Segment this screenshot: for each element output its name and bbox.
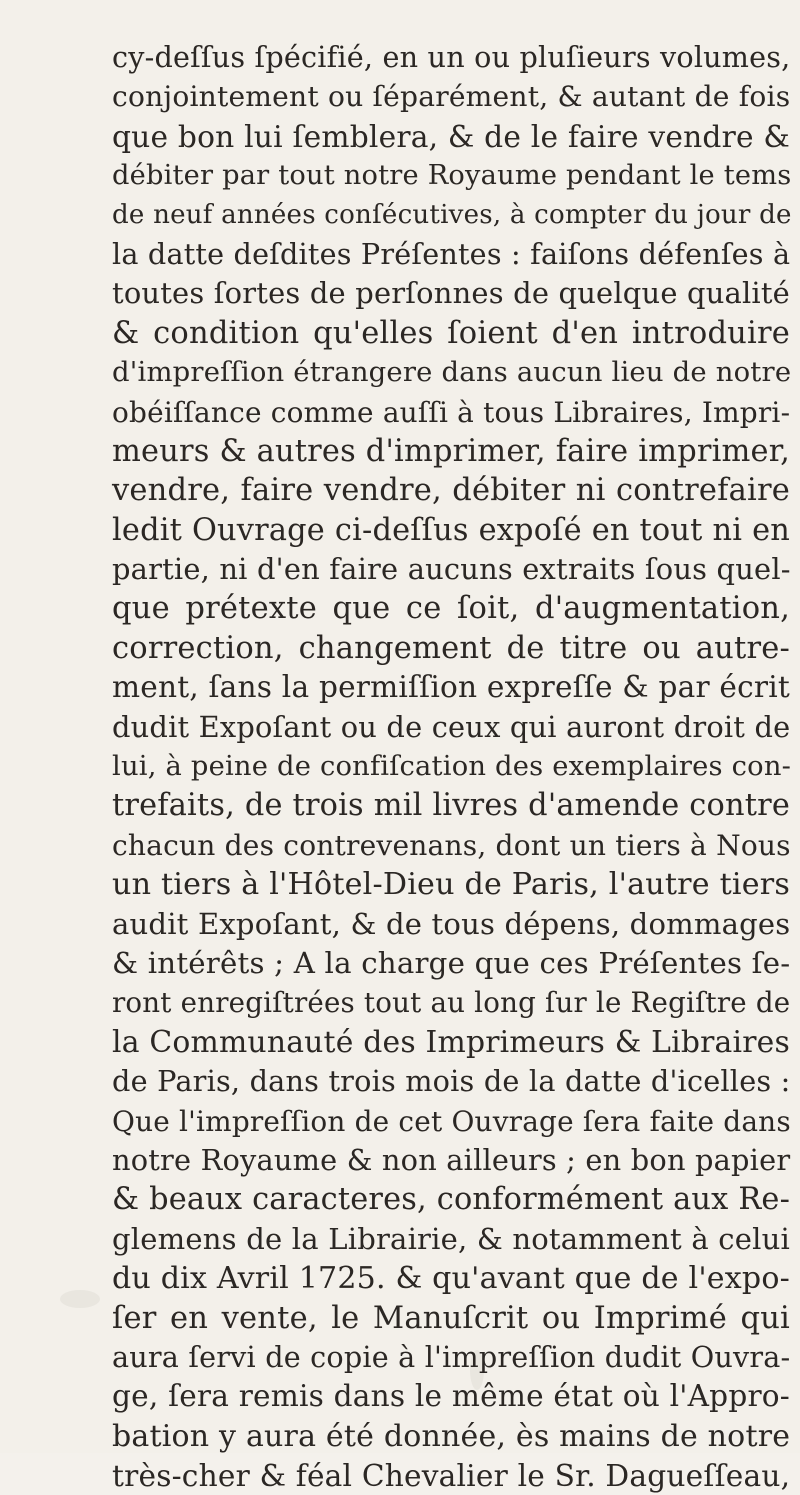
text-line: ledit Ouvrage ci-deſſus expoſé en tout ni en [112, 512, 790, 548]
text-line: & intérêts ; A la charge que ces Préſentes ſe- [112, 945, 791, 980]
text-line: un tiers à l'Hôtel-Dieu de Paris, l'autre tiers [112, 867, 790, 903]
text-line: ront enregiſtrées tout au long ſur le Regiſtre de [112, 986, 791, 1020]
text-line: la datte deſdites Préſentes : faiſons défenſes à [112, 236, 791, 271]
text-line: trefaits, de trois mil livres d'amende contre [112, 788, 790, 824]
text-line: chacun des contrevenans, dont un tiers à Nous [112, 828, 791, 862]
text-line: notre Royaume & non ailleurs ; en bon papier [112, 1142, 791, 1177]
text-line: glemens de la Librairie, & notamment à celui [112, 1221, 790, 1256]
text-line: ſer en vente, le Manuſcrit ou Imprimé qui [112, 1300, 790, 1336]
text-line: cy-deſſus ſpécifié, en un ou pluſieurs volumes, [112, 40, 791, 74]
text-line: de neuf années conſécutives, à compter du jour de [112, 199, 792, 230]
text-line: obéiſſance comme auſſi à tous Libraires, Impri- [112, 395, 791, 429]
text-line: la Communauté des Imprimeurs & Libraires [112, 1024, 790, 1060]
text-line: & beaux caracteres, conformément aux Re- [112, 1182, 791, 1218]
text-line: conjointement ou ſéparément, & autant de fois [112, 80, 791, 114]
text-line: meurs & autres d'imprimer, faire imprimer, [112, 433, 790, 469]
text-line: ment, ſans la permiſſion expreſſe & par écrit [112, 670, 790, 705]
text-line: ge, ſera remis dans le même état où l'Appro- [112, 1379, 790, 1414]
text-line: vendre, faire vendre, débiter ni contrefaire [112, 473, 790, 509]
text-line: lui, à peine de confiſcation des exemplaires con- [112, 751, 792, 783]
text-line: de Paris, dans trois mois de la datte d'icelles : [112, 1064, 791, 1099]
text-line: que bon lui ſemblera, & de le faire vendre & [112, 118, 790, 154]
text-line: correction, changement de titre ou autre- [112, 630, 790, 666]
text-line: partie, ni d'en faire aucuns extraits ſous quel- [112, 552, 791, 587]
text-line: Que l'impreſſion de cet Ouvrage ſera faite dans [112, 1104, 791, 1138]
text-line: audit Expoſant, & de tous dépens, dommages [112, 906, 791, 941]
paper-stain [60, 1290, 100, 1308]
text-line: aura ſervi de copie à l'impreſſion dudit Ouvra- [112, 1339, 791, 1374]
body-text [112, 38, 800, 1495]
text-line: d'impreſſion étrangere dans aucun lieu de notre [112, 357, 792, 389]
text-line: que prétexte que ce ſoit, d'augmentation, [112, 591, 790, 627]
text-line: très-cher & féal Chevalier le Sr. Dagueſſeau, [112, 1458, 791, 1494]
text-line: bation y aura été donnée, ès mains de notre [112, 1418, 791, 1454]
text-line: débiter par tout notre Royaume pendant le tems [112, 160, 792, 192]
text-line: toutes ſortes de perſonnes de quelque qualité [112, 276, 790, 311]
text-line: dudit Expoſant ou de ceux qui auront droit de [112, 709, 791, 744]
text-line: du dix Avril 1725. & qu'avant que de l'expo- [112, 1261, 790, 1297]
text-line: & condition qu'elles ſoient d'en introduire [112, 315, 790, 351]
